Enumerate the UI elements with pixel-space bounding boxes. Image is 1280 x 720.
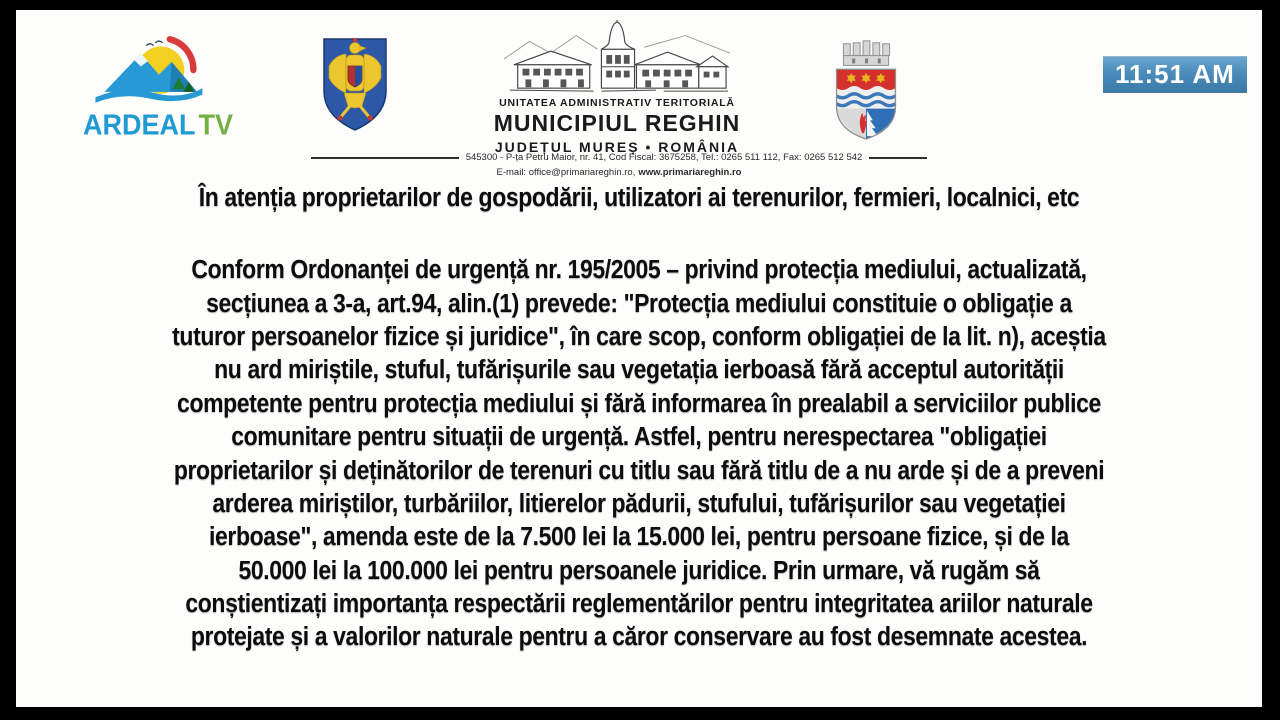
notice-line: [16, 554, 1262, 587]
notice-line-text: tuturor persoanelor fizice și juridice", în care scop, conform obligației de la lit. n), aceștia: [172, 321, 1106, 351]
notice-line: [16, 353, 1262, 386]
ardealtv-logo: [68, 32, 248, 139]
romania-coat-of-arms-icon: [322, 36, 388, 134]
notice-body: [16, 253, 1262, 654]
notice-heading: În atenția proprietarilor de gospodării, utilizatori ai terenurilor, fermieri, localnici, etc: [198, 182, 1080, 212]
notice-line-text: proprietarilor și deținătorilor de terenuri cu titlu sau fără titlu de a nu arde și de a preveni: [173, 454, 1105, 485]
channel-name-tv: TV: [198, 109, 233, 141]
notice-line: [16, 420, 1262, 453]
notice-line: [16, 286, 1262, 319]
notice-line: [16, 453, 1262, 486]
notice-line-text: conștientizați importanța respectării reglementărilor pentru integritatea ariilor naturale: [185, 588, 1093, 618]
divider-right: [869, 157, 927, 159]
address-line: [274, 152, 964, 163]
letterhead-county-line: JUDEȚUL MUREȘ • ROMÂNIA: [494, 139, 740, 155]
address-text: 545300 - P-ța Petru Maior, nr. 41, Cod Fiscal: 3675258, Tel.: 0265 511 112, Fax: 0265 512 542: [465, 152, 863, 163]
notice-line-text: arderea miriștilor, turbăriilor, litierelor pădurii, stufului, tufărișurilor sau vegetației: [212, 488, 1066, 518]
notice-line-text: competente pentru protecția mediului și fără informarea în prealabil a serviciilor publice: [177, 388, 1101, 418]
channel-name-ardeal: ARDEAL: [82, 109, 196, 141]
website-text: www.primariareghin.ro: [638, 167, 742, 178]
notice-line: [16, 387, 1262, 420]
notice-line-text: secțiunea a 3-a, art.94, alin.(1) prevede: "Protecția mediului constituie o obligație a: [206, 287, 1072, 318]
reghin-coat-of-arms-icon: [830, 32, 902, 142]
sun-mountain-icon: [90, 32, 226, 110]
email-text: E-mail: office@primariareghin.ro,: [496, 167, 636, 178]
notice-line-text: protejate și a valorilor naturale pentru a căror conservare au fost desemnate acestea.: [190, 621, 1088, 651]
notice-line-text: ierboase", amenda este de la 7.500 lei la 15.000 lei, pentru persoane fizice, și de la: [209, 521, 1069, 551]
notice-line: [16, 487, 1262, 520]
document-page: [16, 10, 1262, 707]
notice-heading-row: [16, 181, 1262, 214]
notice-line: [16, 620, 1262, 653]
clock-time: 11:51 AM: [1115, 59, 1235, 89]
letterhead-municipality: MUNICIPIUL REGHIN: [493, 110, 741, 136]
channel-name: [68, 111, 248, 139]
email-line: [274, 167, 964, 178]
notice-line: [16, 320, 1262, 353]
letterhead-unit-line: UNITATEA ADMINISTRATIV TERITORIALĂ: [499, 97, 735, 109]
notice-line: [16, 253, 1262, 286]
notice-line: [16, 520, 1262, 553]
divider-left: [311, 157, 459, 159]
notice-line-text: 50.000 lei la 100.000 lei pentru persoanele juridice. Prin urmare, vă rugăm să: [238, 555, 1040, 585]
notice-line: [16, 587, 1262, 620]
town-hall-illustration-icon: [498, 20, 736, 94]
notice-line-text: Conform Ordonanței de urgență nr. 195/2005 – privind protecția mediului, actualizată,: [191, 254, 1087, 284]
letterhead: [452, 20, 782, 155]
notice-line-text: comunitare pentru situații de urgență. Astfel, pentru nerespectarea "obligației: [231, 421, 1047, 451]
clock-badge: [1103, 56, 1247, 93]
notice-line-text: nu ard miriștile, stuful, tufărișurile sau vegetația ierboasă fără acceptul autorității: [214, 354, 1064, 384]
